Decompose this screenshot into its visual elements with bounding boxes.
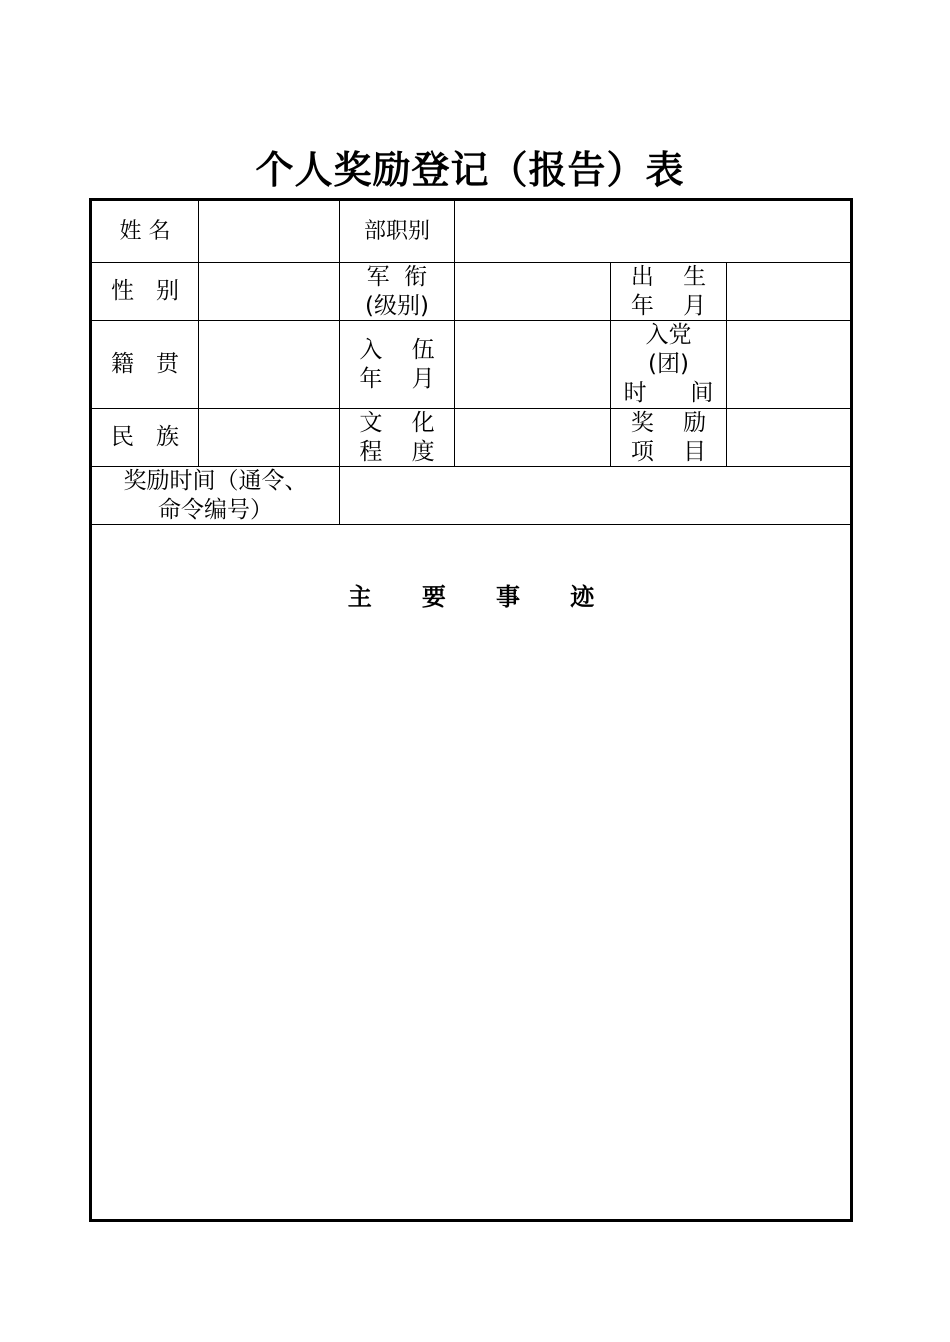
form-title: 个人奖励登记（报告）表 [255, 148, 685, 192]
award-registration-form [89, 198, 853, 1222]
label-award-item [611, 409, 726, 466]
label-name-text: 姓 名 [119, 219, 171, 244]
label-rank-text: 军 衔 (级别) [365, 263, 429, 319]
label-department-position [340, 201, 454, 262]
label-education-text: 文 化 程 度 [359, 409, 435, 465]
label-birth-date-text: 出 生 年 月 [630, 263, 707, 319]
department-position-field[interactable] [455, 201, 850, 262]
label-ethnicity [92, 409, 198, 466]
label-education [340, 409, 454, 466]
label-award-time [92, 467, 339, 524]
native-place-field[interactable] [199, 321, 339, 408]
birth-date-field[interactable] [727, 263, 850, 320]
label-gender-text: 性 别 [111, 278, 179, 304]
label-birth-date [611, 263, 726, 320]
label-native-place-text: 籍 贯 [111, 351, 179, 377]
main-deeds-heading: 主 要 事 迹 [347, 583, 595, 611]
award-item-field[interactable] [727, 409, 850, 466]
award-time-field[interactable] [340, 467, 850, 524]
label-enlistment-date-text: 入 伍 年 月 [359, 336, 435, 392]
enlistment-date-field[interactable] [455, 321, 610, 408]
education-field[interactable] [455, 409, 610, 466]
ethnicity-field[interactable] [199, 409, 339, 466]
label-native-place [92, 321, 198, 408]
label-award-time-text: 奖励时间（通令、 命令编号） [123, 467, 308, 523]
label-department-position-text: 部职别 [363, 219, 430, 244]
label-rank [340, 263, 454, 320]
rank-field[interactable] [455, 263, 610, 320]
gender-field[interactable] [199, 263, 339, 320]
main-deeds-field[interactable] [92, 621, 850, 1219]
label-name [92, 201, 198, 262]
label-award-item-text: 奖 励 项 目 [630, 409, 707, 465]
label-gender [92, 263, 198, 320]
party-join-date-field[interactable] [727, 321, 850, 408]
label-enlistment-date [340, 321, 454, 408]
label-party-join-date [611, 321, 726, 408]
label-party-join-date-text: 入党 (团) 时 间 [623, 322, 714, 406]
name-field[interactable] [199, 201, 339, 262]
label-ethnicity-text: 民 族 [111, 424, 179, 450]
